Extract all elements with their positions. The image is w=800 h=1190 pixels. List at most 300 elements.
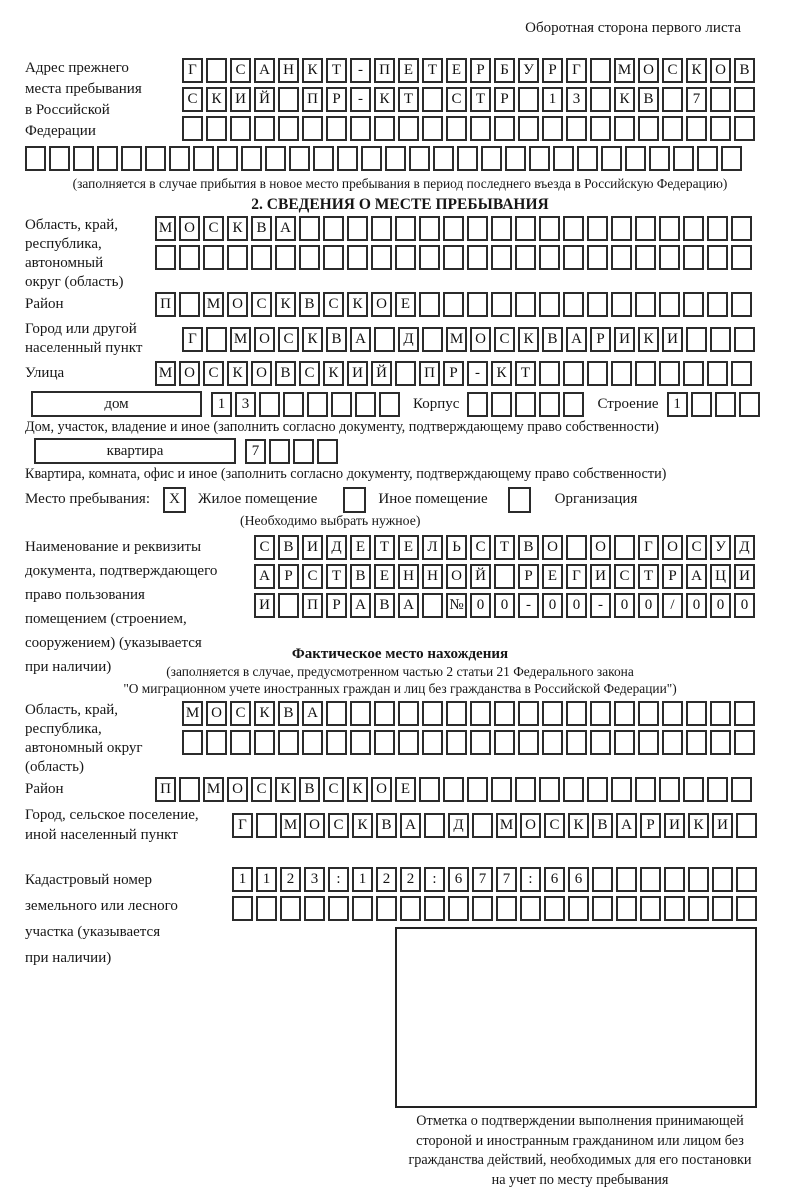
char-cell: С [182,87,203,112]
char-cell [331,392,352,417]
char-cell: О [470,327,491,352]
char-cell: А [616,813,637,838]
char-cell [355,392,376,417]
char-cell [611,777,632,802]
char-cell [539,292,560,317]
char-cell: В [374,593,395,618]
document-row-2 [254,564,758,589]
char-cell [566,701,587,726]
char-cell [182,116,203,141]
label-line: места пребывания [25,79,182,100]
char-cell: Е [398,535,419,560]
char-cell [467,245,488,270]
char-cell [299,216,320,241]
char-cell: И [734,564,755,589]
char-cell: С [302,564,323,589]
char-cell: Т [374,535,395,560]
char-cell: С [203,361,224,386]
char-cell [515,216,536,241]
char-cell [721,146,742,171]
char-cell [683,292,704,317]
char-cell: И [712,813,733,838]
char-cell [715,392,736,417]
caption-line: на учет по месту пребывания [365,1171,795,1190]
char-cell: В [592,813,613,838]
char-cell: И [664,813,685,838]
char-cell [659,245,680,270]
label-line: Область, край, [25,701,155,720]
actual-region-rows [182,701,758,755]
char-cell [712,867,733,892]
checkbox-dwelling: X [163,487,186,513]
char-cell: К [686,58,707,83]
char-cell [563,292,584,317]
char-cell [424,813,445,838]
char-cell [710,327,731,352]
char-cell: И [230,87,251,112]
char-cell [662,701,683,726]
char-cell: Т [494,535,515,560]
char-cell: А [350,593,371,618]
char-cell: С [254,535,275,560]
label-line: земельного или лесного [25,893,232,919]
char-cell [251,245,272,270]
char-cell: Г [566,564,587,589]
char-cell: 6 [544,867,565,892]
char-cell: Б [494,58,515,83]
char-cell: К [206,87,227,112]
char-cell: Р [542,58,563,83]
char-cell: Т [398,87,419,112]
char-cell [734,701,755,726]
choose-note: (Необходимо выбрать нужное) [240,513,775,529]
char-cell: А [398,593,419,618]
char-cell: Е [350,535,371,560]
char-cell [731,216,752,241]
char-cell [302,730,323,755]
char-cell [179,292,200,317]
char-cell [688,896,709,921]
char-cell [635,777,656,802]
char-cell [640,867,661,892]
char-cell [206,730,227,755]
char-cell [590,58,611,83]
char-cell: И [590,564,611,589]
char-cell: 1 [211,392,232,417]
char-cell: К [688,813,709,838]
char-cell: К [275,292,296,317]
char-cell [614,701,635,726]
char-cell [592,867,613,892]
char-cell: 1 [256,867,277,892]
char-cell [638,116,659,141]
city-section [25,320,775,358]
char-cell [398,730,419,755]
char-cell [256,896,277,921]
char-cell [686,730,707,755]
char-cell [374,116,395,141]
char-cell: О [179,361,200,386]
char-cell: 7 [496,867,517,892]
char-cell [470,701,491,726]
char-cell: Н [278,58,299,83]
char-cell: И [347,361,368,386]
char-cell: Д [734,535,755,560]
char-cell [419,245,440,270]
char-cell: О [304,813,325,838]
house-type-box: дом [31,391,202,417]
char-cell [467,216,488,241]
char-cell: Т [515,361,536,386]
char-cell: Й [254,87,275,112]
char-cell [659,777,680,802]
char-cell: Р [278,564,299,589]
char-cell [563,245,584,270]
char-cell [350,701,371,726]
char-cell [278,116,299,141]
char-cell [422,730,443,755]
char-cell [707,292,728,317]
korpus-cells [467,392,587,417]
document-rows [254,535,758,618]
char-cell: В [278,701,299,726]
char-cell: О [662,535,683,560]
char-cell [304,896,325,921]
district-label: Район [25,296,155,313]
char-cell: П [155,777,176,802]
actual-city-label [25,805,232,845]
char-cell [374,730,395,755]
char-cell [707,216,728,241]
char-cell: М [446,327,467,352]
confirmation-mark-box [395,927,757,1108]
char-cell [659,292,680,317]
caption-line: гражданства действий, необходимых для его постановки [365,1151,795,1171]
char-cell [635,361,656,386]
char-cell: 7 [245,439,266,464]
cadastral-label [25,867,232,971]
char-cell: О [446,564,467,589]
char-cell [635,292,656,317]
char-cell: В [326,327,347,352]
char-cell: К [302,58,323,83]
char-cell [371,216,392,241]
char-cell [395,361,416,386]
actual-location-note-1: (заполняется в случае, предусмотренном частью 2 статьи 21 Федерального закона [25,664,775,681]
char-cell: 0 [470,593,491,618]
char-cell: К [227,361,248,386]
char-cell [422,701,443,726]
char-cell [352,896,373,921]
char-cell [563,361,584,386]
char-cell: М [614,58,635,83]
char-cell: М [230,327,251,352]
document-row-1 [254,535,758,560]
char-cell: 6 [448,867,469,892]
char-cell [265,146,286,171]
char-cell: А [400,813,421,838]
char-cell: 0 [734,593,755,618]
char-cell [409,146,430,171]
label-line: (область) [25,758,155,777]
char-cell: Н [422,564,443,589]
char-cell [179,777,200,802]
char-cell [227,245,248,270]
char-cell [710,87,731,112]
char-cell [374,701,395,726]
char-cell: С [278,327,299,352]
char-cell [686,327,707,352]
apartment-note: Квартира, комната, офис и иное (заполнить согласно документу, подтверждающему право собственности) [25,466,775,482]
char-cell [323,216,344,241]
cadastral-rows [232,867,760,921]
char-cell [374,327,395,352]
actual-location-title: Фактическое место нахождения [25,645,775,664]
char-cell: С [662,58,683,83]
char-cell: А [566,327,587,352]
label-line: помещением (строением, [25,607,254,631]
char-cell [457,146,478,171]
confirmation-caption [365,1112,795,1190]
label-line: Кадастровый номер [25,867,232,893]
char-cell [731,777,752,802]
char-cell [587,361,608,386]
char-cell: Й [470,564,491,589]
char-cell [337,146,358,171]
char-cell [326,116,347,141]
char-cell: Д [448,813,469,838]
char-cell: Р [494,87,515,112]
prev-address-label [25,58,182,142]
char-cell [734,327,755,352]
char-cell [400,896,421,921]
char-cell: В [278,535,299,560]
char-cell [179,245,200,270]
char-cell: Ц [710,564,731,589]
char-cell: П [419,361,440,386]
street-row [155,361,755,386]
house-number-cells [211,392,403,417]
char-cell: 6 [568,867,589,892]
char-cell [563,216,584,241]
label-line: округ (область) [25,273,155,292]
char-cell [664,896,685,921]
char-cell: Е [446,58,467,83]
char-cell: И [254,593,275,618]
char-cell [518,701,539,726]
char-cell: 0 [638,593,659,618]
char-cell [691,392,712,417]
char-cell [707,361,728,386]
char-cell [145,146,166,171]
apartment-type-box: квартира [34,438,236,464]
char-cell [590,701,611,726]
char-cell [254,730,275,755]
char-cell [326,701,347,726]
char-cell [307,392,328,417]
cadastral-section [25,867,775,921]
char-cell: С [251,292,272,317]
char-cell: - [350,87,371,112]
actual-city-section [25,805,775,845]
char-cell: О [710,58,731,83]
char-cell [587,292,608,317]
char-cell [443,216,464,241]
char-cell: М [155,216,176,241]
char-cell [491,292,512,317]
char-cell: А [350,327,371,352]
char-cell [611,245,632,270]
char-cell [563,392,584,417]
char-cell [317,439,338,464]
char-cell [662,730,683,755]
char-cell: 0 [686,593,707,618]
char-cell [328,896,349,921]
char-cell [539,245,560,270]
char-cell [662,87,683,112]
char-cell [97,146,118,171]
char-cell [686,116,707,141]
char-cell: К [347,777,368,802]
char-cell [590,87,611,112]
char-cell: В [542,327,563,352]
char-cell: О [590,535,611,560]
char-cell: - [590,593,611,618]
char-cell: К [323,361,344,386]
char-cell: Т [638,564,659,589]
prev-address-rows [182,58,758,141]
char-cell [539,361,560,386]
char-cell: С [323,777,344,802]
char-cell [269,439,290,464]
actual-region-label [25,701,155,777]
char-cell: - [467,361,488,386]
char-cell: С [323,292,344,317]
char-cell [259,392,280,417]
char-cell [587,245,608,270]
char-cell: С [230,58,251,83]
label-line: Адрес прежнего [25,58,182,79]
char-cell: Г [566,58,587,83]
char-cell: 3 [566,87,587,112]
char-cell [712,896,733,921]
char-cell [731,361,752,386]
stay-place-section [25,486,775,513]
char-cell: П [374,58,395,83]
char-cell: К [374,87,395,112]
char-cell [419,292,440,317]
char-cell: Д [398,327,419,352]
char-cell [481,146,502,171]
char-cell [422,116,443,141]
char-cell [278,730,299,755]
char-cell [347,245,368,270]
char-cell: - [350,58,371,83]
char-cell [734,730,755,755]
char-cell: М [203,777,224,802]
char-cell [323,245,344,270]
char-cell: У [710,535,731,560]
char-cell: И [662,327,683,352]
label-line: автономный [25,254,155,273]
char-cell: Г [638,535,659,560]
char-cell [640,896,661,921]
document-row-3 [254,593,758,618]
char-cell: Р [326,593,347,618]
caption-line: стороной и иностранным гражданином или лицом без [365,1132,795,1152]
label-line: право пользования [25,583,254,607]
char-cell: : [520,867,541,892]
checkbox-other-premise [343,487,366,513]
char-cell [590,116,611,141]
actual-location-note-2: "О миграционном учете иностранных граждан и лиц без гражданства в Российской Федерации") [25,681,775,698]
char-cell: 1 [667,392,688,417]
apartment-cells [245,439,341,464]
char-cell [446,701,467,726]
char-cell [395,216,416,241]
char-cell: С [544,813,565,838]
char-cell: О [371,292,392,317]
actual-district-row [155,777,755,802]
stay-place-label: Место пребывания: [25,491,150,508]
char-cell [683,216,704,241]
district-row [155,292,755,317]
prev-address-row-2 [182,87,758,112]
char-cell: М [496,813,517,838]
char-cell: О [254,327,275,352]
char-cell [217,146,238,171]
char-cell: 0 [566,593,587,618]
char-cell: Е [374,564,395,589]
char-cell [256,813,277,838]
char-cell: 3 [304,867,325,892]
char-cell: 2 [376,867,397,892]
char-cell [182,730,203,755]
label-line: иной населенный пункт [25,825,232,845]
char-cell: С [614,564,635,589]
char-cell: Р [518,564,539,589]
char-cell: А [254,564,275,589]
char-cell [515,292,536,317]
char-cell: О [542,535,563,560]
char-cell [659,361,680,386]
char-cell: 2 [280,867,301,892]
region-row-2 [155,245,755,270]
char-cell [193,146,214,171]
char-cell: 1 [232,867,253,892]
char-cell [491,216,512,241]
char-cell [736,813,757,838]
char-cell [491,245,512,270]
char-cell: Р [470,58,491,83]
char-cell: М [155,361,176,386]
label-line: сооружением) (указывается [25,631,254,655]
char-cell [275,245,296,270]
char-cell [494,701,515,726]
char-cell [649,146,670,171]
char-cell [563,777,584,802]
document-label [25,535,254,679]
char-cell: - [518,593,539,618]
option-dwelling-label: Жилое помещение [198,491,317,508]
checkbox-organization [508,487,531,513]
char-cell: О [251,361,272,386]
char-cell: К [568,813,589,838]
char-cell [350,730,371,755]
char-cell [544,896,565,921]
char-cell: 0 [494,593,515,618]
char-cell: К [275,777,296,802]
